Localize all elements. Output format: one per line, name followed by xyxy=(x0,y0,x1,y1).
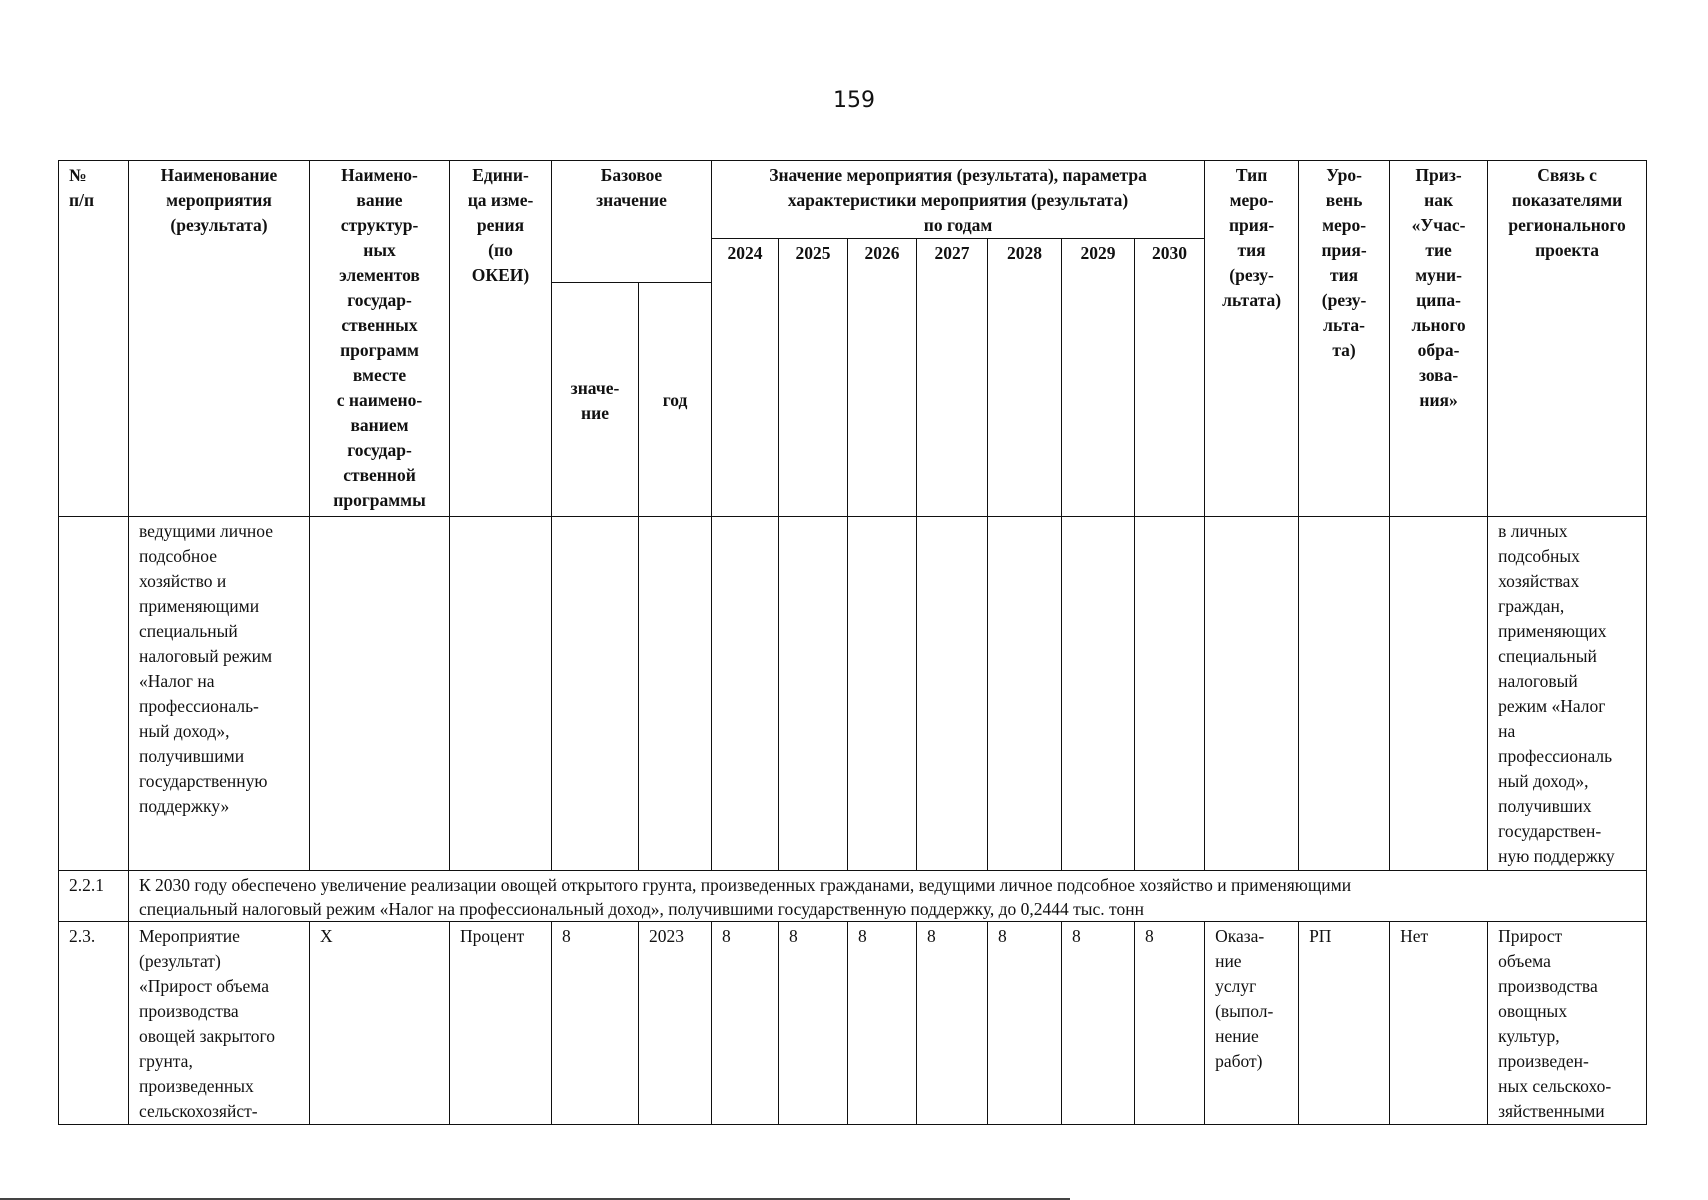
cell-empty xyxy=(310,517,450,871)
header-base: Базовое значение xyxy=(552,161,712,283)
cell-link: в личных подсобных хозяйствах граждан, применяющих специальный налоговый режим «Налог на профессиональ ный доход», получивших государствен- ную поддержку xyxy=(1488,517,1647,871)
cell-value-2025: 8 xyxy=(779,922,848,1125)
header-year-2028: 2028 xyxy=(988,239,1062,517)
cell-event-name: Мероприятие (результат) «Прирост объема производства овощей закрытого грунта, произведенных сельскохозяйст- xyxy=(129,922,310,1125)
header-municipal: Приз- нак «Учас- тие муни- ципа- льного обра- зова- ния» xyxy=(1390,161,1488,517)
cell-value-2027: 8 xyxy=(917,922,988,1125)
cell-empty xyxy=(917,517,988,871)
header-link: Связь с показателями регионального проекта xyxy=(1488,161,1647,517)
cell-event-level: РП xyxy=(1299,922,1390,1125)
cell-value-2024: 8 xyxy=(712,922,779,1125)
cell-municipal: Нет xyxy=(1390,922,1488,1125)
header-year-2024: 2024 xyxy=(712,239,779,517)
table-row-2-3 xyxy=(59,922,1647,1125)
cell-num: 2.3. xyxy=(59,922,129,1125)
cell-num: 2.2.1 xyxy=(59,871,129,922)
header-event-level: Уро- вень меро- прия- тия (резу- льта- та) xyxy=(1299,161,1390,517)
cell-event-name: ведущими личное подсобное хозяйство и применяющими специальный налоговый режим «Налог на профессиональ- ный доход», получившими государственную поддержку» xyxy=(129,517,310,871)
header-year-2025: 2025 xyxy=(779,239,848,517)
header-year-2030: 2030 xyxy=(1135,239,1205,517)
header-values-by-year: Значение мероприятия (результата), параметра характеристики мероприятия (результата) по годам xyxy=(712,161,1205,239)
cell-empty xyxy=(1205,517,1299,871)
cell-link: Прирост объема производства овощных культур, произведен- ных сельскохо- зяйственными xyxy=(1488,922,1647,1125)
cell-empty xyxy=(450,517,552,871)
measures-table xyxy=(58,160,1647,1125)
cell-empty xyxy=(1390,517,1488,871)
cell-value-2029: 8 xyxy=(1062,922,1135,1125)
cell-empty xyxy=(1299,517,1390,871)
cell-struct: X xyxy=(310,922,450,1125)
cell-num xyxy=(59,517,129,871)
cell-empty xyxy=(779,517,848,871)
cell-event-type: Оказа- ние услуг (выпол- нение работ) xyxy=(1205,922,1299,1125)
page-number: 159 xyxy=(833,88,875,113)
cell-empty xyxy=(1062,517,1135,871)
header-event-type: Тип меро- прия- тия (резу- льтата) xyxy=(1205,161,1299,517)
cell-empty xyxy=(639,517,712,871)
cell-value-2028: 8 xyxy=(988,922,1062,1125)
table-row-2-2-1 xyxy=(59,871,1647,922)
header-base-year: год xyxy=(639,283,712,517)
header-num: № п/п xyxy=(59,161,129,517)
cell-result-text: К 2030 году обеспечено увеличение реализации овощей открытого грунта, произведенных гражданами, ведущими личное подсобное хозяйство и применяющими специальный налоговый режим «Налог на профессиональный доход», получившими государственную поддержку, до 0,2444 тыс. тонн xyxy=(129,871,1647,922)
cell-unit: Процент xyxy=(450,922,552,1125)
cell-empty xyxy=(1135,517,1205,871)
cell-value-2026: 8 xyxy=(848,922,917,1125)
cell-base-value: 8 xyxy=(552,922,639,1125)
cell-value-2030: 8 xyxy=(1135,922,1205,1125)
table-row-continuation xyxy=(59,517,1647,871)
header-event-name: Наименование мероприятия (результата) xyxy=(129,161,310,517)
cell-empty xyxy=(552,517,639,871)
cell-empty xyxy=(712,517,779,871)
header-year-2029: 2029 xyxy=(1062,239,1135,517)
header-year-2027: 2027 xyxy=(917,239,988,517)
header-struct-elements: Наимено- вание структур- ных элементов государ- ственных программ вместе с наимено- ванием государ- ственной программы xyxy=(310,161,450,517)
cell-base-year: 2023 xyxy=(639,922,712,1125)
header-unit: Едини- ца изме- рения (по ОКЕИ) xyxy=(450,161,552,517)
cell-empty xyxy=(848,517,917,871)
header-year-2026: 2026 xyxy=(848,239,917,517)
cell-empty xyxy=(988,517,1062,871)
header-base-value: значе- ние xyxy=(552,283,639,517)
